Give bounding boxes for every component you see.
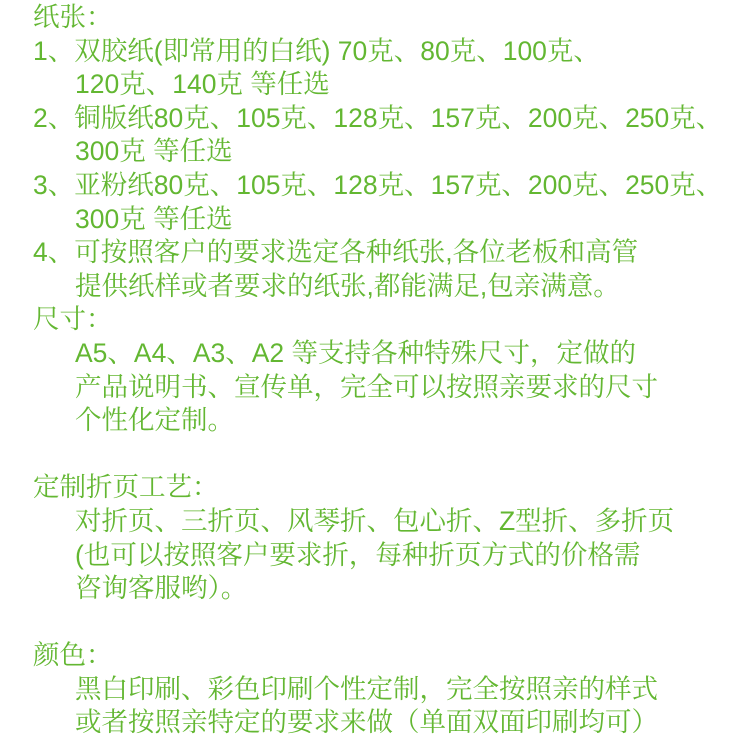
size-heading: 尺寸：	[33, 304, 113, 335]
paper-option-line-continued: 提供纸样或者要求的纸张,都能满足,包亲满意。	[75, 270, 620, 301]
size-section	[0, 303, 750, 437]
paper-option-line-continued: 120克、140克 等任选	[75, 69, 330, 100]
paper-option-2	[0, 102, 750, 169]
paper-option-4	[0, 236, 750, 303]
paper-section	[0, 1, 750, 303]
color-text-line: 或者按照亲特定的要求来做（单面双面印刷均可）	[75, 707, 658, 738]
paper-option-line: 2、铜版纸80克、105克、128克、157克、200克、250克、	[33, 102, 723, 133]
folding-text-line: 对折页、三折页、风琴折、包心折、Z型折、多折页	[75, 505, 675, 536]
size-text-line: A5、A4、A3、A2 等支持各种特殊尺寸，定做的	[75, 337, 637, 368]
color-text-line: 黑白印刷、彩色印刷个性定制，完全按照亲的样式	[75, 673, 658, 704]
paper-heading: 纸张：	[33, 2, 113, 32]
folding-text-line: 咨询客服哟）。	[75, 573, 248, 604]
folding-section	[0, 471, 750, 605]
paper-option-line: 3、亚粉纸80克、105克、128克、157克、200克、250克、	[33, 169, 723, 200]
folding-text-line: (也可以按照客户要求折，每种折页方式的价格需	[75, 539, 641, 570]
paper-option-line: 4、可按照客户的要求选定各种纸张,各位老板和高管	[33, 237, 639, 268]
paper-option-line: 1、双胶纸(即常用的白纸) 70克、80克、100克、	[33, 35, 600, 66]
paper-option-line-continued: 300克 等任选	[75, 203, 233, 234]
paper-option-3	[0, 169, 750, 236]
paper-option-line-continued: 300克 等任选	[75, 136, 233, 167]
folding-heading: 定制折页工艺：	[33, 472, 219, 503]
size-text-line: 个性化定制。	[75, 405, 234, 436]
paper-option-1	[0, 35, 750, 102]
section-spacer	[0, 438, 750, 472]
size-text-line: 产品说明书、宣传单，完全可以按照亲要求的尺寸	[75, 371, 658, 402]
section-spacer	[0, 606, 750, 640]
color-heading: 颜色：	[33, 640, 113, 671]
color-section	[0, 639, 750, 740]
